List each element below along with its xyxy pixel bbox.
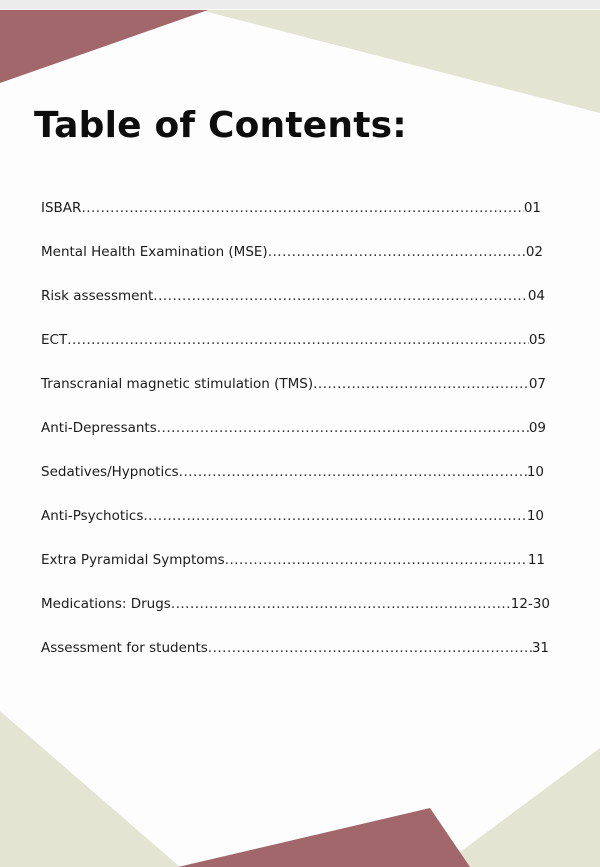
toc-entry xyxy=(41,502,544,546)
toc-entry-page: 10 xyxy=(526,508,544,524)
dot-leader xyxy=(171,590,511,618)
dot-leader xyxy=(143,502,526,530)
toc-entry-label: Assessment for students xyxy=(41,640,208,656)
page-title: Table of Contents: xyxy=(34,105,407,146)
olive-shape-bottom-right xyxy=(440,748,600,867)
dot-leader xyxy=(153,282,528,310)
toc-entry-label: Extra Pyramidal Symptoms xyxy=(41,552,225,568)
toc-entry-label: Anti-Depressants xyxy=(41,420,157,436)
toc-entry-label: ISBAR xyxy=(41,200,82,216)
toc-entry-page: 09 xyxy=(528,420,546,436)
toc-entry-label: Transcranial magnetic stimulation (TMS) xyxy=(41,376,314,392)
toc-entry xyxy=(41,370,546,414)
dot-leader xyxy=(225,546,528,574)
toc-entry xyxy=(41,590,550,634)
table-of-contents xyxy=(41,194,550,678)
toc-entry-page: 31 xyxy=(531,640,549,656)
dot-leader xyxy=(268,238,526,266)
dot-leader xyxy=(313,370,529,398)
toc-entry-label: Mental Health Examination (MSE) xyxy=(41,244,268,260)
toc-entry-page: 05 xyxy=(528,332,546,348)
maroon-shape-bottom xyxy=(178,808,470,867)
toc-entry-page: 02 xyxy=(525,244,543,260)
toc-entry-page: 01 xyxy=(523,200,541,216)
toc-entry-page: 11 xyxy=(527,552,545,568)
dot-leader xyxy=(179,458,527,486)
dot-leader xyxy=(81,194,523,222)
toc-entry xyxy=(41,414,546,458)
toc-entry-label: Sedatives/Hypnotics xyxy=(41,464,179,480)
toc-entry-label: ECT xyxy=(41,332,68,348)
toc-entry xyxy=(41,634,549,678)
toc-entry xyxy=(41,458,544,502)
dot-leader xyxy=(208,634,532,662)
toc-entry-page: 10 xyxy=(526,464,544,480)
toc-entry-label: Anti-Psychotics xyxy=(41,508,144,524)
olive-shape-bottom-left xyxy=(0,711,180,867)
toc-entry-page: 07 xyxy=(528,376,546,392)
toc-entry-label: Risk assessment xyxy=(41,288,154,304)
dot-leader xyxy=(157,414,529,442)
maroon-shape-top-left xyxy=(0,10,208,83)
toc-entry xyxy=(41,194,541,238)
toc-entry xyxy=(41,546,545,590)
dot-leader xyxy=(67,326,529,354)
toc-entry xyxy=(41,282,545,326)
toc-entry xyxy=(41,238,543,282)
toc-entry-label: Medications: Drugs xyxy=(41,596,171,612)
olive-shape-top xyxy=(200,10,600,113)
toc-entry-page: 12-30 xyxy=(510,596,550,612)
toc-entry-page: 04 xyxy=(527,288,545,304)
toc-entry xyxy=(41,326,546,370)
